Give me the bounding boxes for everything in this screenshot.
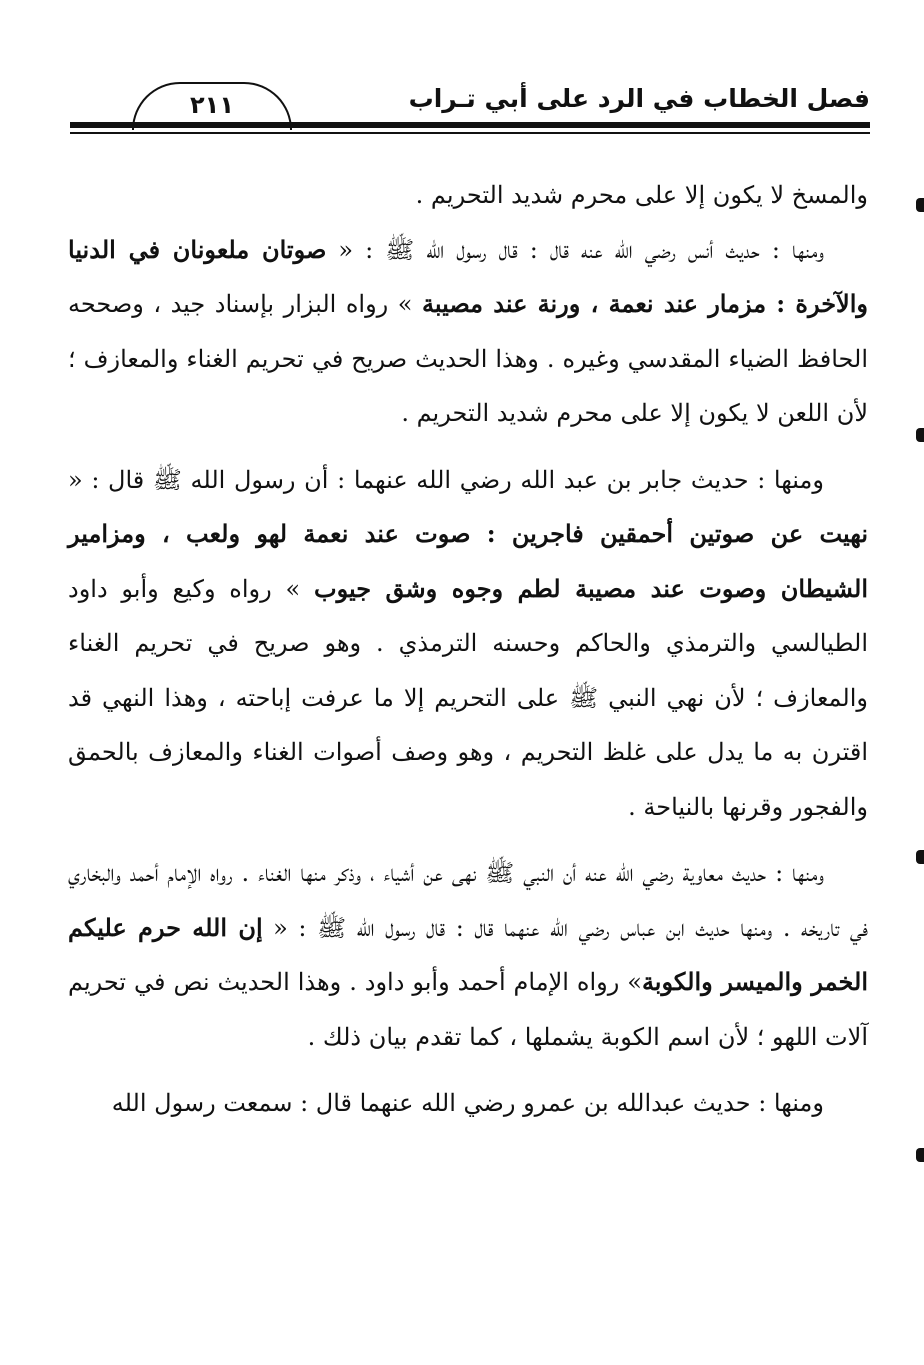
paragraph-text: » رواه وكيع وأبو داود الطيالسي والترمذي والحاكم وحسنه الترمذي . وهو صريح في تحريم الغناء والمعازف ؛ لأن نهي النبي ﷺ على التحريم إلا ما عرفت إباحته ، وهذا النهي قد اقترن به ما يدل على غلظ التحريم ، وهو وصف أصوات الغناء والمعازف بالحمق والفجور وقرنها بالنياحة .: [68, 574, 868, 821]
margin-mark: [916, 1148, 924, 1162]
paragraph-text: ومنها : حديث معاوية رضي الله عنه أن النبي ﷺ نهى عن أشياء ، وذكر منها الغناء . رواه الإمام أحمد والبخاري في تاريخه . ومنها حديث ابن عباس رضي الله عنهما قال : قال رسول الله ﷺ : «: [68, 859, 868, 942]
page-body: [68, 168, 868, 1131]
hadith-text: إن الله حرم عليكم الخمر والميسر والكوبة: [68, 912, 868, 996]
paragraph-4: [68, 846, 868, 1064]
paragraph-2: [68, 223, 868, 441]
paragraph-text: ومنها : حديث عبدالله بن عمرو رضي الله عنهما قال : سمعت رسول الله: [111, 1089, 824, 1117]
margin-mark: [916, 198, 924, 212]
hadith-text: نهيت عن صوتين أحمقين فاجرين : صوت عند نعمة لهو ولعب ، ومزامير الشيطان وصوت عند مصيبة لطم وجوه وشق جيوب: [68, 519, 869, 603]
paragraph-text: والمسخ لا يكون إلا على محرم شديد التحريم .: [415, 181, 868, 209]
paragraph-5: [68, 1076, 868, 1131]
margin-mark: [916, 428, 924, 442]
running-title: فصل الخطاب في الرد على أبي تـراب: [408, 84, 870, 113]
page-header: [70, 80, 870, 140]
header-rule-thick: [70, 122, 870, 128]
paragraph-text: » رواه الإمام أحمد وأبو داود . وهذا الحديث نص في تحريم آلات اللهو ؛ لأن اسم الكوبة يشملها ، كما تقدم بيان ذلك .: [68, 968, 868, 1051]
hadith-text: صوتان ملعونان في الدنيا والآخرة : مزمار عند نعمة ، ورنة عند مصيبة: [68, 234, 868, 318]
paragraph-1: [68, 168, 868, 223]
paragraph-text: » رواه البزار بإسناد جيد ، وصححه الحافظ الضياء المقدسي وغيره . وهذا الحديث صريح في تحريم الغناء والمعازف ؛ لأن اللعن لا يكون إلا على محرم شديد التحريم .: [68, 290, 868, 427]
margin-mark: [916, 850, 924, 864]
paragraph-text: ومنها : حديث أنس رضي الله عنه قال : قال رسول الله ﷺ : «: [326, 235, 824, 264]
paragraph-3: [68, 453, 868, 835]
paragraph-text: ومنها : حديث جابر بن عبد الله رضي الله عنهما : أن رسول الله ﷺ قال : «: [68, 465, 824, 494]
page-number: ٢١١: [190, 91, 234, 119]
header-rule-thin: [70, 132, 870, 134]
